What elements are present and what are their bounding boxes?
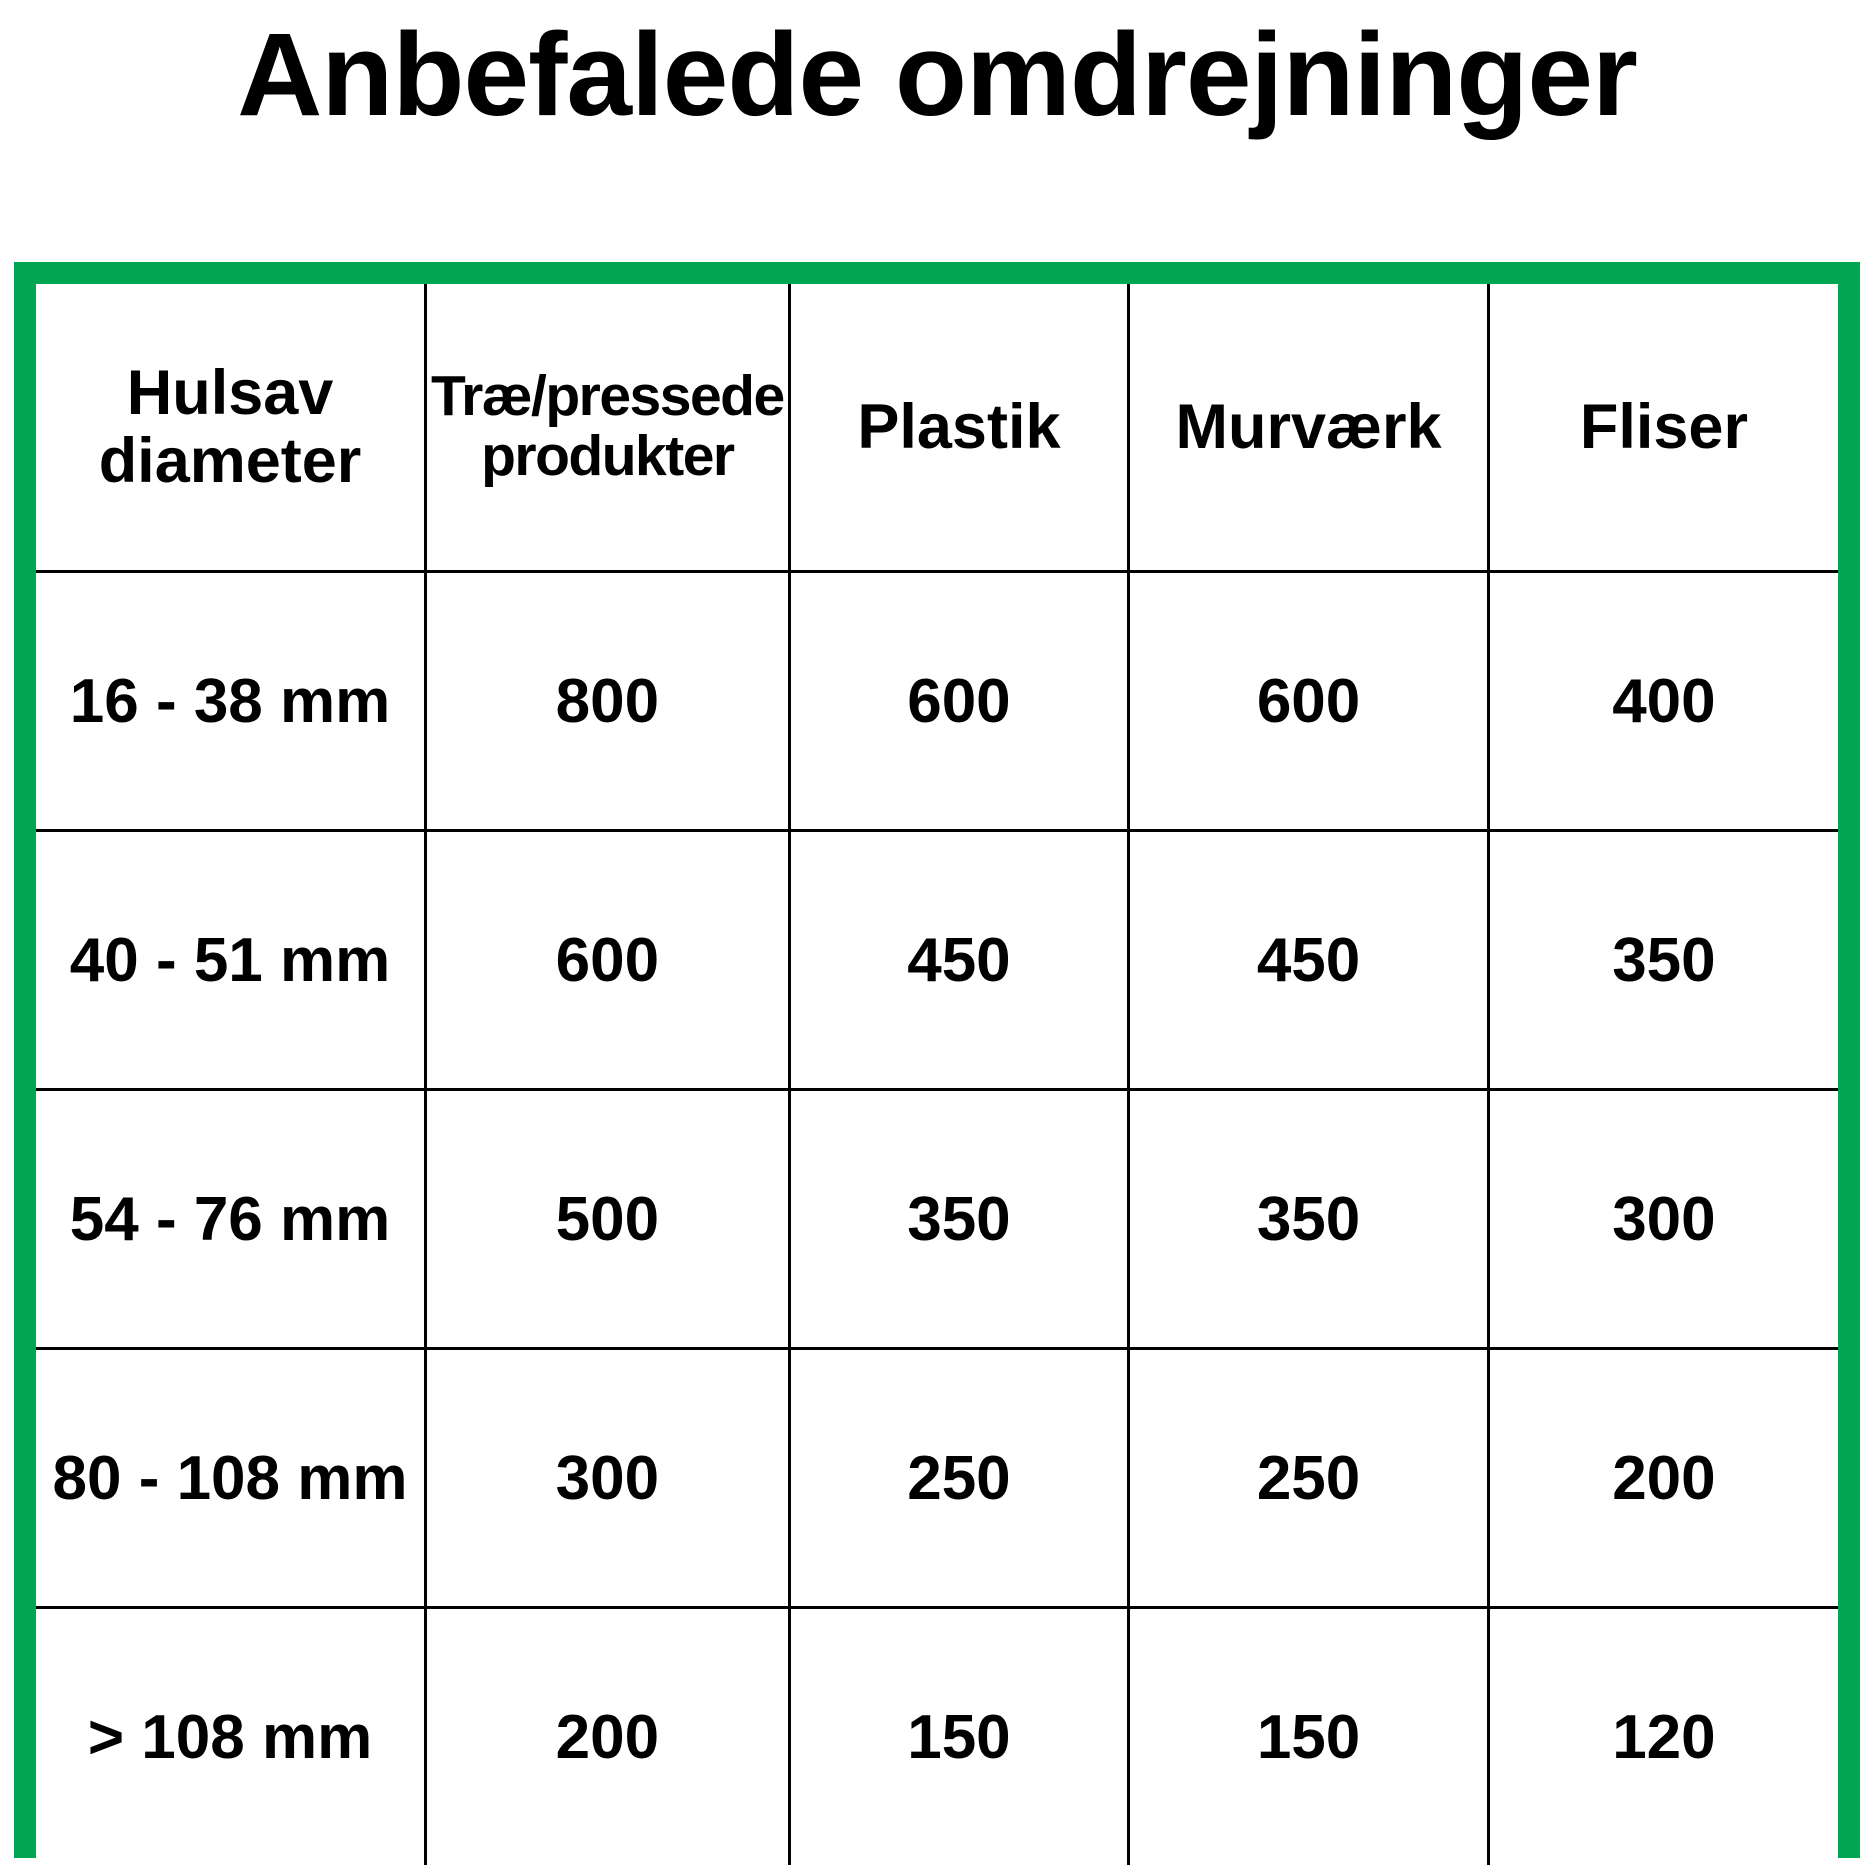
recommended-speeds-table (36, 284, 1838, 1865)
cell-murvaerk: 600 (1129, 572, 1489, 831)
cell-trae: 300 (426, 1349, 790, 1608)
table-row (36, 1349, 1838, 1608)
table-row (36, 572, 1838, 831)
column-header-plastik: Plastik (789, 284, 1129, 572)
column-header-hulsav-diameter (36, 284, 426, 572)
column-header-fliser: Fliser (1488, 284, 1838, 572)
cell-diameter: 80 - 108 mm (36, 1349, 426, 1608)
cell-diameter: 16 - 38 mm (36, 572, 426, 831)
cell-fliser: 400 (1488, 572, 1838, 831)
table-row (36, 1608, 1838, 1866)
cell-diameter: 40 - 51 mm (36, 831, 426, 1090)
column-header-hulsav-line2: diameter (98, 426, 362, 496)
cell-murvaerk: 350 (1129, 1090, 1489, 1349)
cell-murvaerk: 150 (1129, 1608, 1489, 1866)
column-header-trae-line2: produkter (481, 424, 734, 488)
cell-plastik: 450 (789, 831, 1129, 1090)
table-body (36, 572, 1838, 1866)
cell-plastik: 600 (789, 572, 1129, 831)
column-header-trae-pressede-produkter (426, 284, 790, 572)
cell-plastik: 150 (789, 1608, 1129, 1866)
cell-fliser: 200 (1488, 1349, 1838, 1608)
cell-trae: 200 (426, 1608, 790, 1866)
cell-fliser: 120 (1488, 1608, 1838, 1866)
cell-plastik: 250 (789, 1349, 1129, 1608)
cell-diameter: > 108 mm (36, 1608, 426, 1866)
cell-murvaerk: 250 (1129, 1349, 1489, 1608)
column-header-murvaerk: Murværk (1129, 284, 1489, 572)
cell-plastik: 350 (789, 1090, 1129, 1349)
table-row (36, 1090, 1838, 1349)
table-row (36, 831, 1838, 1090)
column-header-trae-line1: Træ/pressede (430, 364, 784, 429)
cell-diameter: 54 - 76 mm (36, 1090, 426, 1349)
cell-fliser: 350 (1488, 831, 1838, 1090)
column-header-hulsav-line1: Hulsav (126, 357, 334, 428)
cell-murvaerk: 450 (1129, 831, 1489, 1090)
cell-trae: 800 (426, 572, 790, 831)
table-header-row (36, 284, 1838, 572)
table-green-frame (14, 262, 1860, 1858)
table-header (36, 284, 1838, 572)
cell-fliser: 300 (1488, 1090, 1838, 1349)
cell-trae: 500 (426, 1090, 790, 1349)
page-title: Anbefalede omdrejninger (237, 9, 1637, 141)
cell-trae: 600 (426, 831, 790, 1090)
